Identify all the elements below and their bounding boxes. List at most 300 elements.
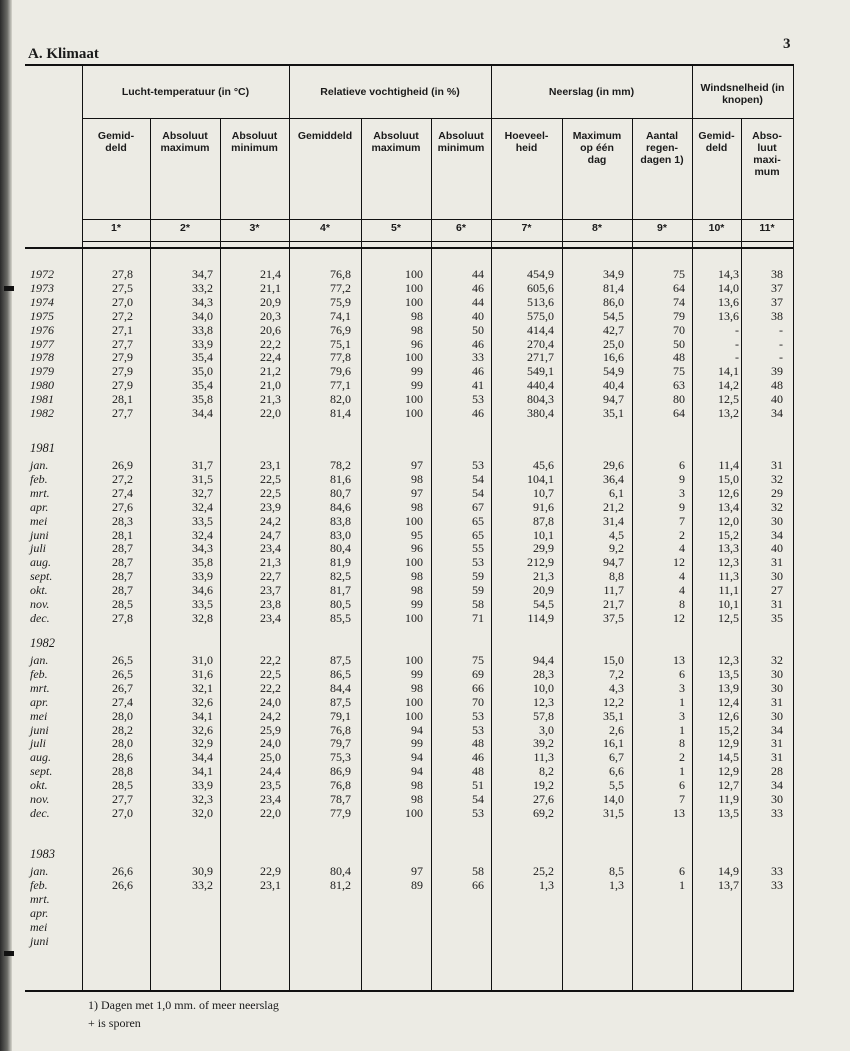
table-cell: 39 xyxy=(771,364,783,379)
table-cell: 24,2 xyxy=(260,513,281,528)
table-cell: 46 xyxy=(472,336,484,351)
table-cell: 19,2 xyxy=(533,778,554,793)
table-cell: 77,1 xyxy=(330,378,351,393)
table-cell: 1 xyxy=(679,722,685,737)
table-cell: 23,8 xyxy=(260,597,281,611)
table-cell: 22,5 xyxy=(260,666,281,681)
table-rule xyxy=(25,247,794,249)
table-cell: 32 xyxy=(771,471,783,486)
table-cell: 12,3 xyxy=(718,653,739,667)
row-label: mrt. xyxy=(30,680,50,695)
group-header: Lucht-temperatuur (in °C) xyxy=(121,86,250,98)
table-cell: 67 xyxy=(472,499,484,514)
table-cell: 549,1 xyxy=(527,364,554,379)
table-cell: 26,9 xyxy=(112,458,133,472)
table-cell: 13,6 xyxy=(718,308,739,323)
table-rule xyxy=(82,219,793,220)
table-cell: 22,2 xyxy=(260,653,281,667)
table-cell: 380,4 xyxy=(527,406,554,420)
table-cell: 46 xyxy=(472,280,484,295)
column-number: 9* xyxy=(657,222,667,234)
table-cell: 23,4 xyxy=(260,541,281,556)
table-cell: 33,9 xyxy=(192,778,213,793)
table-cell: 13,6 xyxy=(718,294,739,309)
table-cell: 99 xyxy=(411,666,423,681)
table-cell: 79 xyxy=(673,308,685,323)
table-cell: 97 xyxy=(411,864,423,878)
table-cell: 27,7 xyxy=(112,406,133,420)
table-cell: 50 xyxy=(673,336,685,351)
table-cell: 27,5 xyxy=(112,280,133,295)
table-cell: 38 xyxy=(771,308,783,323)
table-cell: 16,1 xyxy=(603,736,624,751)
table-cell: 1,3 xyxy=(609,877,624,892)
table-cell: 33,8 xyxy=(192,322,213,337)
row-label: dec. xyxy=(30,610,50,625)
column-number: 5* xyxy=(391,222,401,234)
table-cell: 32 xyxy=(771,499,783,514)
table-cell: 75,9 xyxy=(330,294,351,309)
table-cell: 7 xyxy=(679,513,685,528)
table-cell: 21,3 xyxy=(533,569,554,584)
table-cell: 86,9 xyxy=(330,764,351,779)
table-cell: 20,6 xyxy=(260,322,281,337)
table-cell: 12,3 xyxy=(718,555,739,570)
column-header: Absoluut maximum xyxy=(371,130,421,154)
table-cell: 58 xyxy=(472,864,484,878)
column-divider xyxy=(150,118,151,990)
table-cell: 54,9 xyxy=(603,364,624,379)
table-cell: 100 xyxy=(405,708,423,723)
table-cell: 26,5 xyxy=(112,653,133,667)
table-cell: 33,9 xyxy=(192,569,213,584)
column-header: Gemiddeld xyxy=(297,130,353,142)
column-header: Aantal regen- dagen 1) xyxy=(640,130,684,166)
table-cell: 1 xyxy=(679,764,685,779)
table-cell: 34,3 xyxy=(192,541,213,556)
table-cell: 31 xyxy=(771,458,783,472)
table-cell: 30 xyxy=(771,792,783,806)
table-cell: 22,0 xyxy=(260,805,281,820)
table-cell: 9 xyxy=(679,471,685,486)
group-header: Relatieve vochtigheid (in %) xyxy=(320,86,460,98)
table-cell: 100 xyxy=(405,267,423,281)
column-number: 7* xyxy=(521,222,532,234)
table-cell: 35,1 xyxy=(603,708,624,723)
table-cell: 55 xyxy=(472,541,484,556)
table-cell: 27,4 xyxy=(112,694,133,709)
table-cell: 34 xyxy=(771,722,783,737)
table-cell: 38 xyxy=(771,267,783,281)
footnote-rain-days: 1) Dagen met 1,0 mm. of meer neerslag xyxy=(88,998,279,1012)
table-cell: 27,2 xyxy=(112,308,133,323)
table-cell: 30 xyxy=(771,569,783,584)
table-cell: 28,0 xyxy=(112,708,133,723)
table-cell: 75 xyxy=(673,267,685,281)
table-cell: 28,7 xyxy=(112,541,133,556)
table-cell: 100 xyxy=(405,610,423,625)
table-cell: 31,6 xyxy=(192,666,213,681)
column-divider xyxy=(741,118,742,990)
table-cell: 11,1 xyxy=(718,583,739,598)
table-cell: 27,8 xyxy=(112,267,133,281)
group-header: Neerslag (in mm) xyxy=(548,86,635,98)
table-cell: 29,6 xyxy=(603,458,624,472)
table-cell: 35,8 xyxy=(192,392,213,407)
table-rule xyxy=(25,990,794,992)
column-number: 1* xyxy=(111,222,121,234)
table-cell: 30,9 xyxy=(192,864,213,878)
column-header: Absoluut minimum xyxy=(437,130,485,154)
table-cell: 31,5 xyxy=(603,805,624,820)
page-title: A. Klimaat xyxy=(28,46,99,62)
table-cell: 2,6 xyxy=(609,722,624,737)
table-cell: 32,8 xyxy=(192,610,213,625)
table-cell: 31,5 xyxy=(192,471,213,486)
table-cell: 8,2 xyxy=(539,764,554,779)
row-label: mei xyxy=(30,919,48,934)
table-cell: 14,1 xyxy=(718,364,739,379)
table-cell: 21,7 xyxy=(603,597,624,611)
table-cell: 27 xyxy=(771,583,783,598)
table-cell: 97 xyxy=(411,485,423,500)
column-header: Gemid- deld xyxy=(698,130,735,154)
table-cell: 21,0 xyxy=(260,378,281,393)
table-cell: 74 xyxy=(673,294,685,309)
table-cell: 29,9 xyxy=(533,541,554,556)
table-cell: 10,0 xyxy=(533,680,554,695)
table-cell: 27,8 xyxy=(112,610,133,625)
table-cell: 23,7 xyxy=(260,583,281,598)
table-cell: 40 xyxy=(771,541,783,556)
row-label: nov. xyxy=(30,792,50,806)
table-cell: 59 xyxy=(472,583,484,598)
column-divider xyxy=(82,64,83,990)
table-cell: 74,1 xyxy=(330,308,351,323)
table-cell: 37,5 xyxy=(603,610,624,625)
table-cell: 27,6 xyxy=(533,792,554,806)
table-cell: 4 xyxy=(679,569,685,584)
table-cell: 34,0 xyxy=(192,308,213,323)
table-cell: 46 xyxy=(472,406,484,420)
table-cell: 94,7 xyxy=(603,555,624,570)
table-cell: 69,2 xyxy=(533,805,554,820)
row-label: apr. xyxy=(30,499,49,514)
table-cell: 12 xyxy=(673,555,685,570)
table-cell: 12,2 xyxy=(603,694,624,709)
table-cell: 51 xyxy=(472,778,484,793)
table-cell: - xyxy=(735,336,739,351)
row-label: okt. xyxy=(30,778,48,793)
table-cell: 605,6 xyxy=(527,280,554,295)
table-cell: 98 xyxy=(411,471,423,486)
table-cell: 34,7 xyxy=(192,267,213,281)
table-cell: 99 xyxy=(411,364,423,379)
row-label: mrt. xyxy=(30,485,50,500)
table-cell: 35,0 xyxy=(192,364,213,379)
table-cell: 15,0 xyxy=(718,471,739,486)
table-cell: 40 xyxy=(771,392,783,407)
table-cell: 32,0 xyxy=(192,805,213,820)
table-cell: 35,8 xyxy=(192,555,213,570)
table-cell: 40 xyxy=(472,308,484,323)
row-label: feb. xyxy=(30,471,48,486)
table-cell: 11,4 xyxy=(718,458,739,472)
table-cell: 53 xyxy=(472,722,484,737)
table-cell: 3 xyxy=(679,485,685,500)
table-cell: 27,9 xyxy=(112,364,133,379)
table-cell: 3 xyxy=(679,708,685,723)
row-label: 1978 xyxy=(30,350,54,365)
row-label: jan. xyxy=(30,864,49,878)
row-label: okt. xyxy=(30,583,48,598)
table-cell: 95 xyxy=(411,527,423,542)
table-cell: 77,8 xyxy=(330,350,351,365)
table-cell: 27,7 xyxy=(112,792,133,806)
table-cell: 77,9 xyxy=(330,805,351,820)
table-cell: 65 xyxy=(472,513,484,528)
table-cell: 20,9 xyxy=(533,583,554,598)
table-cell: 98 xyxy=(411,499,423,514)
table-cell: 96 xyxy=(411,336,423,351)
table-cell: 34,3 xyxy=(192,294,213,309)
table-cell: 7,2 xyxy=(609,666,624,681)
table-cell: - xyxy=(779,336,783,351)
row-label: aug. xyxy=(30,555,51,570)
table-cell: 76,8 xyxy=(330,722,351,737)
table-cell: 87,5 xyxy=(330,694,351,709)
column-header: Maximum op één dag xyxy=(572,130,622,166)
row-label: feb. xyxy=(30,877,48,892)
table-cell: 63 xyxy=(673,378,685,393)
table-cell: 21,2 xyxy=(260,364,281,379)
table-cell: 15,0 xyxy=(603,653,624,667)
table-cell: 12 xyxy=(673,610,685,625)
table-cell: 14,9 xyxy=(718,864,739,878)
table-cell: 23,4 xyxy=(260,792,281,806)
table-cell: 57,8 xyxy=(533,708,554,723)
table-cell: 32,9 xyxy=(192,736,213,751)
table-cell: 71 xyxy=(472,610,484,625)
column-number: 6* xyxy=(456,222,466,234)
table-cell: 212,9 xyxy=(527,555,554,570)
table-cell: 27,0 xyxy=(112,294,133,309)
row-label: juni xyxy=(30,933,49,948)
table-cell: 82,5 xyxy=(330,569,351,584)
table-cell: 6 xyxy=(679,864,685,878)
table-cell: 22,2 xyxy=(260,680,281,695)
table-cell: 21,2 xyxy=(603,499,624,514)
table-cell: 32,7 xyxy=(192,485,213,500)
table-cell: 70 xyxy=(673,322,685,337)
table-cell: 35,4 xyxy=(192,378,213,393)
column-number: 10* xyxy=(708,222,725,234)
table-cell: 28,7 xyxy=(112,555,133,570)
row-label: juli xyxy=(30,541,47,556)
table-cell: 46 xyxy=(472,750,484,765)
table-cell: 11,3 xyxy=(718,569,739,584)
table-cell: 33 xyxy=(771,864,783,878)
table-cell: 77,2 xyxy=(330,280,351,295)
row-label: 1979 xyxy=(30,364,54,379)
table-cell: 13,2 xyxy=(718,406,739,420)
table-cell: 12,6 xyxy=(718,708,739,723)
row-label: juli xyxy=(30,736,47,751)
table-cell: 27,7 xyxy=(112,336,133,351)
table-cell: 24,0 xyxy=(260,694,281,709)
column-divider xyxy=(289,64,290,990)
table-cell: 2 xyxy=(679,527,685,542)
column-header: Hoeveel- heid xyxy=(504,130,549,154)
table-cell: 33,9 xyxy=(192,336,213,351)
table-cell: 78,2 xyxy=(330,458,351,472)
table-cell: 13 xyxy=(673,653,685,667)
table-cell: 30 xyxy=(771,513,783,528)
table-cell: 94 xyxy=(411,764,423,779)
table-cell: 81,9 xyxy=(330,555,351,570)
table-cell: 6 xyxy=(679,778,685,793)
row-label: jan. xyxy=(30,458,49,472)
table-cell: 33 xyxy=(771,805,783,820)
table-cell: 31,0 xyxy=(192,653,213,667)
column-header: Absoluut maximum xyxy=(160,130,210,154)
table-cell: 75 xyxy=(472,653,484,667)
table-cell: 25,9 xyxy=(260,722,281,737)
row-label: 1982 xyxy=(30,406,54,420)
row-label: mrt. xyxy=(30,891,50,906)
row-label: apr. xyxy=(30,694,49,709)
table-cell: 53 xyxy=(472,805,484,820)
table-cell: 21,1 xyxy=(260,280,281,295)
table-cell: 13,7 xyxy=(718,877,739,892)
table-cell: 81,4 xyxy=(603,280,624,295)
table-cell: 26,5 xyxy=(112,666,133,681)
table-cell: 53 xyxy=(472,555,484,570)
table-cell: 12,9 xyxy=(718,736,739,751)
table-cell: 8,8 xyxy=(609,569,624,584)
row-label: 1972 xyxy=(30,267,54,281)
row-label: apr. xyxy=(30,905,49,920)
table-cell: 99 xyxy=(411,597,423,611)
table-cell: 44 xyxy=(472,267,484,281)
table-cell: 59 xyxy=(472,569,484,584)
table-cell: 79,6 xyxy=(330,364,351,379)
row-label: 1980 xyxy=(30,378,54,393)
row-label: 1973 xyxy=(30,280,54,295)
table-cell: 100 xyxy=(405,294,423,309)
table-cell: 34 xyxy=(771,778,783,793)
table-cell: 54 xyxy=(472,485,484,500)
table-cell: 34 xyxy=(771,527,783,542)
table-cell: 31 xyxy=(771,555,783,570)
table-cell: 4,5 xyxy=(609,527,624,542)
table-cell: 27,2 xyxy=(112,471,133,486)
table-cell: 70 xyxy=(472,694,484,709)
table-cell: 34,4 xyxy=(192,406,213,420)
column-divider xyxy=(491,64,492,990)
table-cell: 53 xyxy=(472,708,484,723)
table-cell: 76,8 xyxy=(330,267,351,281)
page-number: 3 xyxy=(783,36,791,52)
table-cell: 78,7 xyxy=(330,792,351,806)
table-cell: 30 xyxy=(771,708,783,723)
row-label: mei xyxy=(30,708,48,723)
table-cell: 104,1 xyxy=(527,471,554,486)
table-cell: 21,4 xyxy=(260,267,281,281)
table-cell: 100 xyxy=(405,805,423,820)
table-cell: 23,1 xyxy=(260,458,281,472)
table-cell: 35 xyxy=(771,610,783,625)
table-cell: 12,5 xyxy=(718,392,739,407)
table-cell: 8 xyxy=(679,597,685,611)
binding-mark xyxy=(4,951,14,956)
table-cell: 12,9 xyxy=(718,764,739,779)
column-number: 4* xyxy=(320,222,330,234)
year-heading: 1981 xyxy=(30,441,55,455)
table-cell: 12,7 xyxy=(718,778,739,793)
table-cell: 14,0 xyxy=(603,792,624,806)
table-cell: 81,6 xyxy=(330,471,351,486)
table-cell: 28,6 xyxy=(112,750,133,765)
table-cell: 31 xyxy=(771,597,783,611)
table-cell: 24,2 xyxy=(260,708,281,723)
table-cell: 10,1 xyxy=(718,597,739,611)
table-cell: 7 xyxy=(679,792,685,806)
table-cell: 27,0 xyxy=(112,805,133,820)
table-cell: 22,9 xyxy=(260,864,281,878)
table-cell: 8 xyxy=(679,736,685,751)
column-divider xyxy=(692,64,693,990)
table-cell: 28,3 xyxy=(112,513,133,528)
table-cell: 20,9 xyxy=(260,294,281,309)
column-number: 2* xyxy=(180,222,190,234)
table-cell: 35,4 xyxy=(192,350,213,365)
table-cell: 32,4 xyxy=(192,527,213,542)
table-cell: 28,0 xyxy=(112,736,133,751)
table-cell: 48 xyxy=(771,378,783,393)
table-rule xyxy=(82,118,793,119)
table-cell: 804,3 xyxy=(527,392,554,407)
table-cell: 31,4 xyxy=(603,513,624,528)
table-cell: - xyxy=(779,350,783,365)
table-cell: 33,2 xyxy=(192,877,213,892)
column-header: Absoluut minimum xyxy=(231,130,278,154)
table-cell: 30 xyxy=(771,680,783,695)
row-label: mei xyxy=(30,513,48,528)
table-cell: 98 xyxy=(411,792,423,806)
table-cell: 54,5 xyxy=(533,597,554,611)
table-cell: 65 xyxy=(472,527,484,542)
table-cell: 12,3 xyxy=(533,694,554,709)
table-cell: 100 xyxy=(405,406,423,420)
table-cell: 66 xyxy=(472,680,484,695)
row-label: feb. xyxy=(30,666,48,681)
table-cell: 98 xyxy=(411,322,423,337)
table-cell: 34,6 xyxy=(192,583,213,598)
table-cell: 54,5 xyxy=(603,308,624,323)
table-cell: 87,5 xyxy=(330,653,351,667)
table-cell: 271,7 xyxy=(527,350,554,365)
table-cell: 440,4 xyxy=(527,378,554,393)
table-cell: 64 xyxy=(673,280,685,295)
table-cell: 13,3 xyxy=(718,541,739,556)
column-divider xyxy=(632,118,633,990)
table-cell: 33 xyxy=(771,877,783,892)
table-cell: 23,9 xyxy=(260,499,281,514)
column-number: 8* xyxy=(592,222,602,234)
table-cell: 3 xyxy=(679,680,685,695)
row-label: jan. xyxy=(30,653,49,667)
